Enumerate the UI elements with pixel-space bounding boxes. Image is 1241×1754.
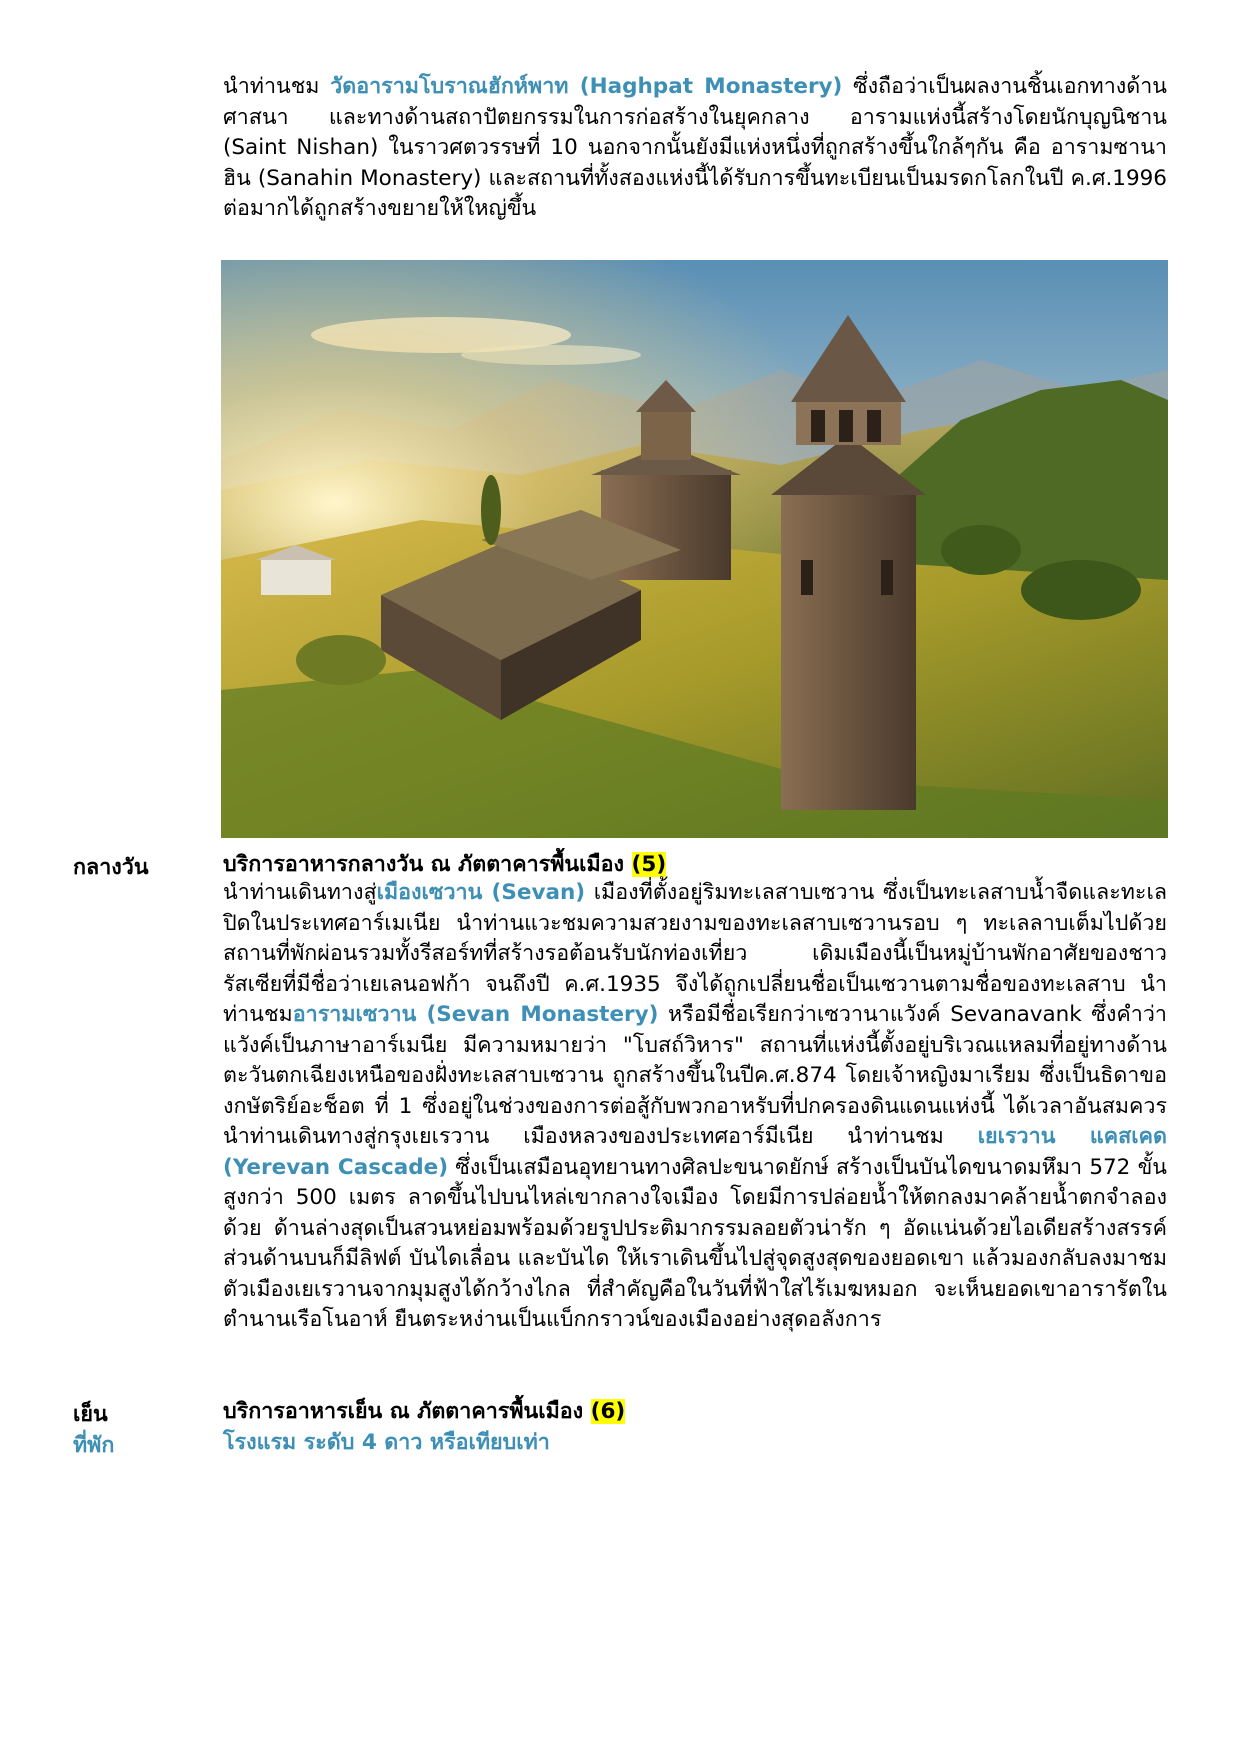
- dinner-meal-number: (6): [590, 1399, 626, 1424]
- intro-text-1: นำท่านชม: [223, 74, 331, 99]
- hotel-label: ที่พัก: [73, 1433, 115, 1458]
- dinner-heading: [223, 1397, 625, 1427]
- lunch-heading: [223, 850, 666, 880]
- lunch-meal-number: (5): [631, 852, 667, 877]
- lunch-title: บริการอาหารกลางวัน ณ ภัตตาคารพื้นเมือง: [223, 852, 632, 877]
- hotel-title: โรงแรม ระดับ 4 ดาว หรือเทียบเท่า: [223, 1430, 550, 1455]
- intro-text-2: ซึ่งถือว่าเป็นผลงานชิ้นเอกทางด้านศาสนา และทางด้านสถาปัตยกรรมในการก่อสร้างในยุคกลาง อารามแห่งนี้สร้างโดยนักบุญนิชาน (Saint Nishan) ในราวศตวรรษที่ 10 นอกจากนั้นยังมีแห่งหนึ่งที่ถูกสร้างขึ้นใกล้ๆกัน คือ อารามซานาฮิน (Sanahin Monastery) และสถานที่ทั้งสองแห่งนี้ได้รับการขึ้นทะเบียนเป็นมรดกโลกในปี ค.ศ.1996 ต่อมากได้ถูกสร้างขยายให้ใหญ่ขึ้น: [223, 74, 1168, 221]
- yerevan-cascade-link: เยเรวาน แคสเคด (Yerevan Cascade): [223, 1124, 1167, 1180]
- sevan-monastery-link: อารามเซวาน (Sevan Monastery): [292, 1002, 659, 1027]
- lunch-label: กลางวัน: [73, 855, 149, 880]
- haghpat-monastery-link: วัดอารามโบราณฮักห์พาท (Haghpat Monastery): [330, 74, 843, 99]
- body-text-2: เมืองที่ตั้งอยู่ริมทะเลสาบเซวาน ซึ่งเป็นทะเลสาบน้ำจืดและทะเลปิดในประเทศอาร์เมเนีย นำท่านแวะชมความสวยงามของทะเลสาบเซวานรอบ ๆ ทะเลลาบเต็มไปด้วยสถานที่พักผ่อนรวมทั้งรีสอร์ทที่สร้างรอต้อนรับนักท่องเที่ยว เดิมเมืองนี้เป็นหมู่บ้านพักอาศัยของชาวรัสเซียที่มีชื่อว่าเยเลนอฟก้า จนถึงปี ค.ศ.1935 จึงได้ถูกเปลี่ยนชื่อเป็นเซวานตามชื่อของทะเลสาบ นำท่านชม: [223, 880, 1167, 1027]
- monastery-photo: [221, 260, 1168, 838]
- body-text-1: นำท่านเดินทางสู่: [223, 880, 377, 905]
- dinner-title: บริการอาหารเย็น ณ ภัตตาคารพื้นเมือง: [223, 1399, 591, 1424]
- sevan-city-link: เมืองเซวาน (Sevan): [376, 880, 586, 905]
- intro-paragraph: [223, 72, 1167, 225]
- body-text-4: ซึ่งเป็นเสมือนอุทยานทางศิลปะขนาดยักษ์ สร้างเป็นบันไดขนาดมหึมา 572 ขั้น สูงกว่า 500 เมตร ลาดขึ้นไปบนไหล่เขากลางใจเมือง โดยมีการปล่อยน้ำให้ตกลงมาคล้ายน้ำตกจำลองด้วย ด้านล่างสุดเป็นสวนหย่อมพร้อมด้วยรูปประติมากรรมลอยตัวน่ารัก ๆ อัดแน่นด้วยไอเดียสร้างสรรค์ ส่วนด้านบนก็มีลิฟต์ บันไดเลื่อน และบันได ให้เราเดินขึ้นไปสู่จุดสูงสุดของยอดเขา แล้วมองกลับลงมาชมตัวเมืองเยเรวานจากมุมสูงได้กว้างไกล ที่สำคัญคือในวันที่ฟ้าใสไร้เมฆหมอก จะเห็นยอดเขาอารารัตในตำนานเรือโนอาห์ ยืนตระหง่านเป็นแบ็กกราวน์ของเมืองอย่างสุดอลังการ: [223, 1154, 1167, 1332]
- dinner-label: เย็น: [73, 1402, 108, 1427]
- itinerary-paragraph: [223, 878, 1167, 1336]
- body-text-3: หรือมีชื่อเรียกว่าเซวานาแวังค์ Sevanavank ซึ่งคำว่าแวังค์เป็นภาษาอาร์เมนีย มีความหมายว่า "โบสถ์วิหาร" สถานที่แห่งนี้ตั้งอยู่บริเวณแหลมที่อยู่ทางด้านตะวันตกเฉียงเหนือของฝั่งทะเลสาบเซวาน ถูกสร้างขึ้นในปีค.ศ.874 โดยเจ้าหญิงมาเรียม ซึ่งเป็นธิดาของกษัตริย์อะช็อต ที่ 1 ซึ่งอยู่ในช่วงของการต่อสู้กับพวกอาหรับที่ปกครองดินแดนแห่งนี้ ได้เวลาอันสมควรนำท่านเดินทางสู่กรุงเยเรวาน เมืองหลวงของประเทศอาร์มีเนีย นำท่านชม: [223, 1002, 1167, 1149]
